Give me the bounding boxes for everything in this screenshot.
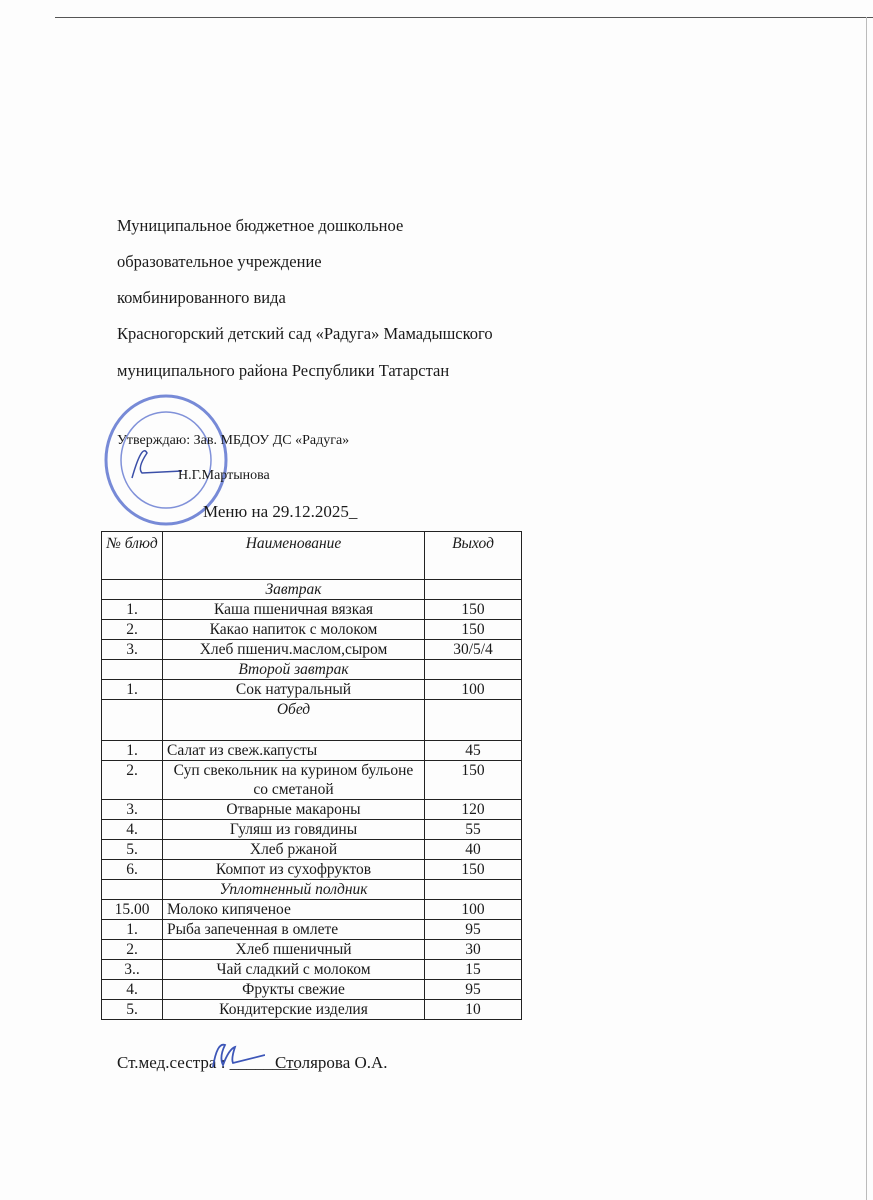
org-name-line: образовательное учреждение bbox=[117, 252, 322, 271]
output-cell: 30 bbox=[425, 940, 522, 960]
output-cell bbox=[425, 880, 522, 900]
approver-name: Н.Г.Мартынова bbox=[178, 468, 270, 483]
dish-name: Каша пшеничная вязкая bbox=[163, 600, 425, 620]
table-row bbox=[102, 1000, 522, 1020]
num-cell: 15.00 bbox=[102, 900, 163, 920]
scan-edge bbox=[55, 17, 873, 18]
num-cell: 4. bbox=[102, 980, 163, 1000]
table-row bbox=[102, 980, 522, 1000]
scan-edge bbox=[866, 17, 867, 1200]
org-name-line: Муниципальное бюджетное дошкольное bbox=[117, 216, 404, 235]
dish-name: Какао напиток с молоком bbox=[163, 620, 425, 640]
num-cell: 5. bbox=[102, 1000, 163, 1020]
dish-name: Фрукты свежие bbox=[163, 980, 425, 1000]
org-name-line: комбинированного вида bbox=[117, 288, 286, 307]
dish-name: Отварные макароны bbox=[163, 800, 425, 820]
table-row bbox=[102, 960, 522, 980]
output-cell: 40 bbox=[425, 840, 522, 860]
output-cell: 150 bbox=[425, 600, 522, 620]
output-cell: 10 bbox=[425, 1000, 522, 1020]
section-row bbox=[102, 700, 522, 741]
output-cell: 15 bbox=[425, 960, 522, 980]
output-cell: 55 bbox=[425, 820, 522, 840]
dish-name: Гуляш из говядины bbox=[163, 820, 425, 840]
num-cell: 1. bbox=[102, 741, 163, 761]
output-cell: 30/5/4 bbox=[425, 640, 522, 660]
header-cell: № блюд bbox=[102, 532, 163, 580]
table-row bbox=[102, 800, 522, 820]
num-cell: 4. bbox=[102, 820, 163, 840]
output-cell: 95 bbox=[425, 920, 522, 940]
num-cell bbox=[102, 580, 163, 600]
output-cell: 150 bbox=[425, 620, 522, 640]
output-cell: 100 bbox=[425, 680, 522, 700]
output-cell: 45 bbox=[425, 741, 522, 761]
num-cell: 5. bbox=[102, 840, 163, 860]
table-row bbox=[102, 600, 522, 620]
output-cell bbox=[425, 660, 522, 680]
table-row bbox=[102, 620, 522, 640]
approval-line: Утверждаю: Зав. МБДОУ ДС «Радуга» bbox=[117, 433, 350, 448]
output-cell: 95 bbox=[425, 980, 522, 1000]
section-row bbox=[102, 660, 522, 680]
menu-table bbox=[101, 531, 522, 1020]
table-row bbox=[102, 820, 522, 840]
output-cell bbox=[425, 700, 522, 741]
table-row bbox=[102, 920, 522, 940]
num-cell: 2. bbox=[102, 940, 163, 960]
org-name-line: Красногорский детский сад «Радуга» Мамадышского bbox=[117, 324, 493, 343]
dish-name: Салат из свеж.капусты bbox=[163, 741, 425, 761]
table-row bbox=[102, 680, 522, 700]
table-row bbox=[102, 900, 522, 920]
dish-name: Молоко кипяченое bbox=[163, 900, 425, 920]
footer-label: Ст.мед.сестра : ________ bbox=[117, 1053, 298, 1072]
dish-name: Компот из сухофруктов bbox=[163, 860, 425, 880]
output-cell: 100 bbox=[425, 900, 522, 920]
section-title: Уплотненный полдник bbox=[163, 880, 425, 900]
output-cell: 150 bbox=[425, 761, 522, 800]
num-cell: 1. bbox=[102, 600, 163, 620]
section-title: Обед bbox=[163, 700, 425, 741]
output-cell: 120 bbox=[425, 800, 522, 820]
section-title: Второй завтрак bbox=[163, 660, 425, 680]
num-cell: 2. bbox=[102, 620, 163, 640]
dish-name: Суп свекольник на курином бульоне со сметаной bbox=[163, 761, 425, 800]
num-cell: 6. bbox=[102, 860, 163, 880]
table-row bbox=[102, 940, 522, 960]
table-row bbox=[102, 761, 522, 800]
dish-name: Рыба запеченная в омлете bbox=[163, 920, 425, 940]
dish-name: Хлеб ржаной bbox=[163, 840, 425, 860]
table-row bbox=[102, 860, 522, 880]
header-cell: Выход bbox=[425, 532, 522, 580]
output-cell bbox=[425, 580, 522, 600]
table-row bbox=[102, 840, 522, 860]
output-cell: 150 bbox=[425, 860, 522, 880]
table-row bbox=[102, 640, 522, 660]
dish-name: Сок натуральный bbox=[163, 680, 425, 700]
num-cell: 3. bbox=[102, 800, 163, 820]
num-cell: 3.. bbox=[102, 960, 163, 980]
table-row bbox=[102, 741, 522, 761]
num-cell bbox=[102, 660, 163, 680]
signature bbox=[195, 1037, 265, 1075]
num-cell: 2. bbox=[102, 761, 163, 800]
num-cell: 1. bbox=[102, 680, 163, 700]
menu-title: Меню на 29.12.2025_ bbox=[203, 502, 358, 521]
num-cell: 1. bbox=[102, 920, 163, 940]
nurse-name: Столярова О.А. bbox=[275, 1053, 388, 1072]
org-name-line: муниципального района Республики Татарстан bbox=[117, 361, 450, 380]
table-header-row bbox=[102, 532, 522, 580]
section-row bbox=[102, 880, 522, 900]
header-cell: Наименование bbox=[163, 532, 425, 580]
dish-name: Хлеб пшенич.маслом,сыром bbox=[163, 640, 425, 660]
dish-name: Чай сладкий с молоком bbox=[163, 960, 425, 980]
section-row bbox=[102, 580, 522, 600]
section-title: Завтрак bbox=[163, 580, 425, 600]
dish-name: Кондитерские изделия bbox=[163, 1000, 425, 1020]
num-cell: 3. bbox=[102, 640, 163, 660]
num-cell bbox=[102, 700, 163, 741]
num-cell bbox=[102, 880, 163, 900]
dish-name: Хлеб пшеничный bbox=[163, 940, 425, 960]
